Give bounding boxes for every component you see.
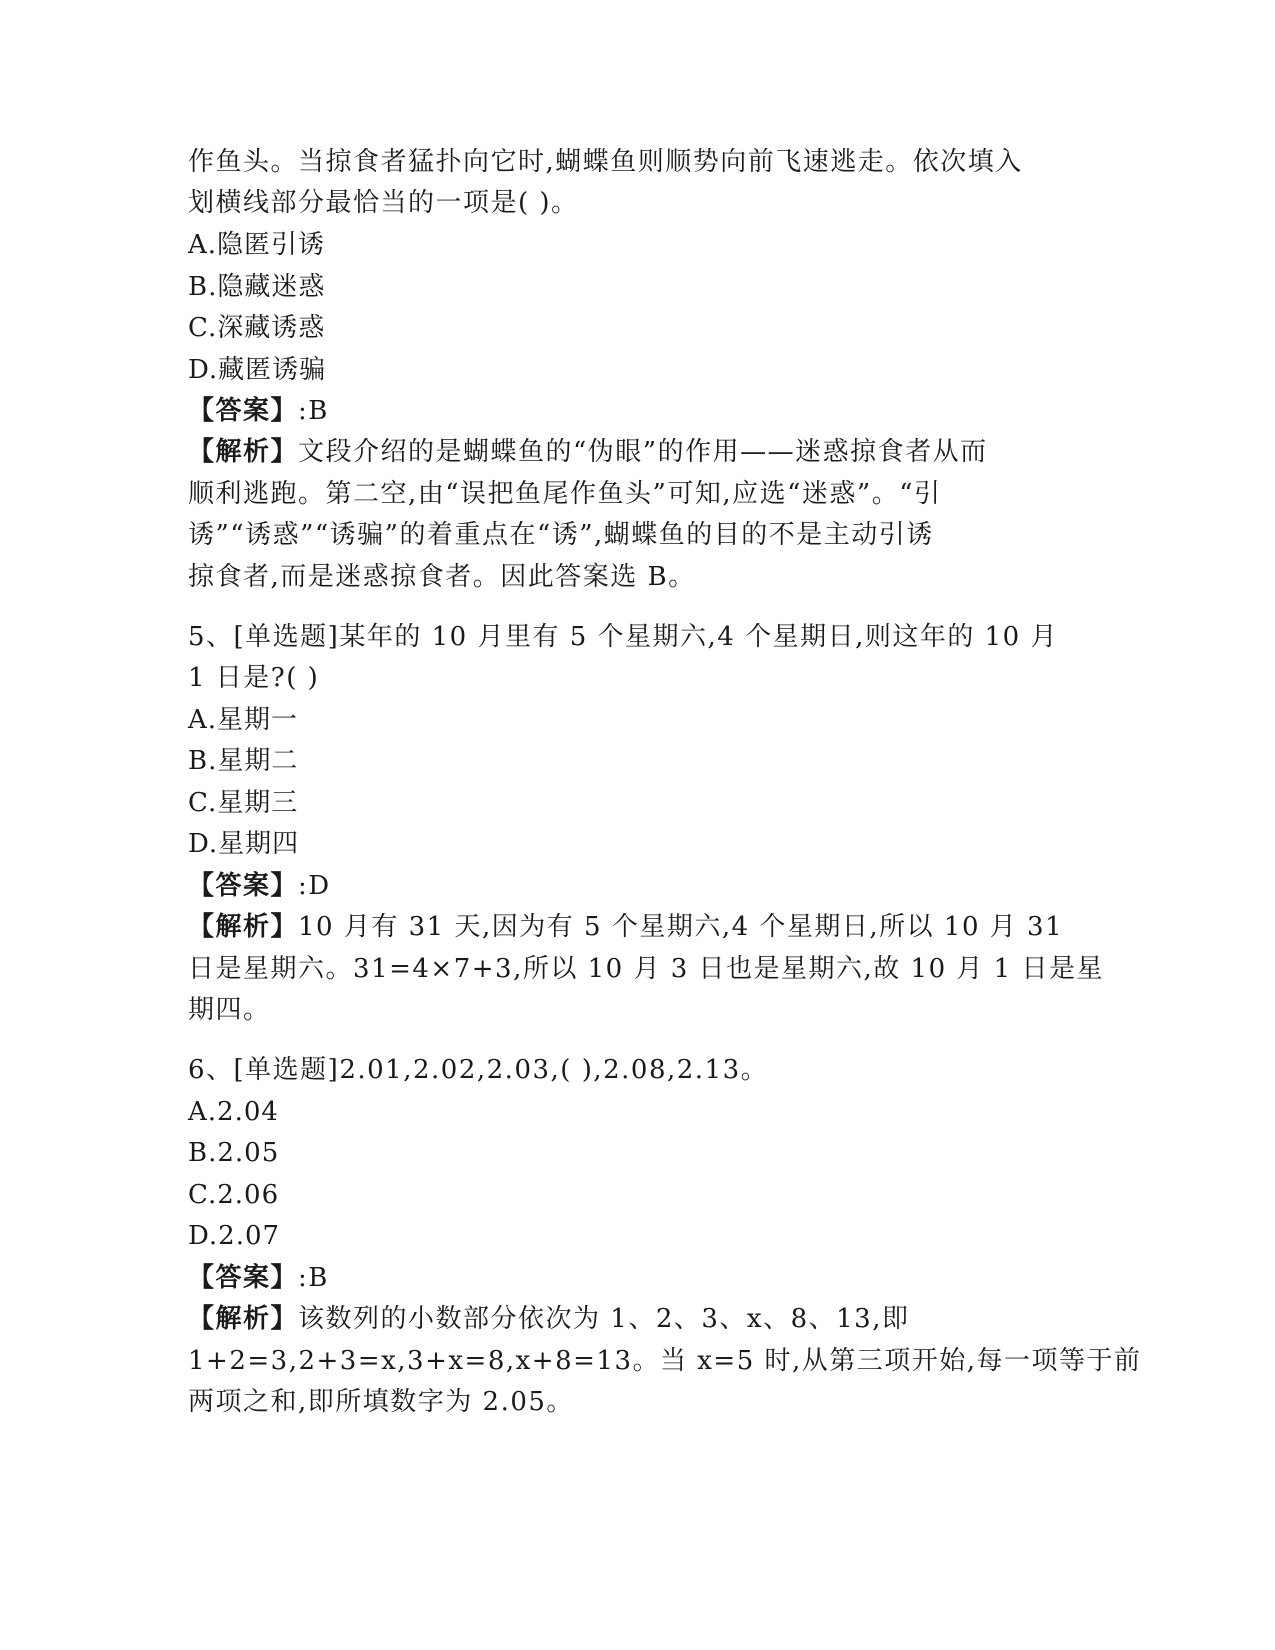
q4-option-d: D.藏匿诱骗 bbox=[188, 355, 327, 385]
q4-option-b: B.隐藏迷惑 bbox=[188, 272, 326, 302]
q5-answer-value: :D bbox=[298, 871, 331, 901]
q4-explanation-line-1 bbox=[188, 435, 988, 469]
q5-stem-line-1: 5、[单选题]某年的 10 月里有 5 个星期六,4 个星期日,则这年的 10 月 bbox=[188, 622, 1058, 652]
q6-answer-value: :B bbox=[298, 1263, 329, 1293]
q6-explanation-line-3: 两项之和,即所填数字为 2.05。 bbox=[188, 1387, 574, 1417]
q6-explanation-line-2: 1+2=3,2+3=x,3+x=8,x+8=13。当 x=5 时,从第三项开始,每一项等于前 bbox=[188, 1346, 1142, 1376]
q4-explanation-line-3: 诱”“诱惑”“诱骗”的着重点在“诱”,蝴蝶鱼的目的不是主动引诱 bbox=[188, 520, 934, 550]
q4-explanation-line-2: 顺利逃跑。第二空,由“误把鱼尾作鱼头”可知,应选“迷惑”。“引 bbox=[188, 479, 942, 509]
q6-answer bbox=[188, 1261, 329, 1295]
q4-answer-label: 【答案】 bbox=[188, 396, 299, 426]
q5-option-a: A.星期一 bbox=[188, 705, 299, 735]
q5-explanation-line-3: 期四。 bbox=[188, 995, 271, 1025]
q5-explanation-line-2: 日是星期六。31=4×7+3,所以 10 月 3 日也是星期六,故 10 月 1 日是星 bbox=[188, 954, 1104, 984]
q5-option-c: C.星期三 bbox=[188, 788, 299, 818]
q6-option-d: D.2.07 bbox=[188, 1221, 281, 1251]
q5-answer-label: 【答案】 bbox=[188, 871, 299, 901]
q4-option-a: A.隐匿引诱 bbox=[188, 230, 326, 260]
q6-option-b: B.2.05 bbox=[188, 1138, 280, 1168]
q5-answer bbox=[188, 869, 331, 903]
q4-stem-line-2: 划横线部分最恰当的一项是( )。 bbox=[188, 188, 579, 218]
q5-option-b: B.星期二 bbox=[188, 746, 299, 776]
q6-explanation-text-1: 该数列的小数部分依次为 1、2、3、x、8、13,即 bbox=[298, 1304, 910, 1334]
q4-option-c: C.深藏诱惑 bbox=[188, 313, 326, 343]
q5-explanation-text-1: 10 月有 31 天,因为有 5 个星期六,4 个星期日,所以 10 月 31 bbox=[298, 912, 1064, 942]
q5-explanation-label: 【解析】 bbox=[188, 912, 299, 942]
q4-explanation-line-4: 掠食者,而是迷惑掠食者。因此答案选 B。 bbox=[188, 562, 696, 592]
q6-stem-line-1: 6、[单选题]2.01,2.02,2.03,( ),2.08,2.13。 bbox=[188, 1055, 769, 1085]
q6-option-c: C.2.06 bbox=[188, 1180, 280, 1210]
q4-stem-line-1: 作鱼头。当掠食者猛扑向它时,蝴蝶鱼则顺势向前飞速逃走。依次填入 bbox=[188, 147, 1023, 177]
q6-explanation-label: 【解析】 bbox=[188, 1304, 299, 1334]
q5-stem-line-2: 1 日是?( ) bbox=[188, 663, 320, 693]
q6-explanation-line-1 bbox=[188, 1302, 909, 1336]
q5-option-d: D.星期四 bbox=[188, 829, 300, 859]
q5-explanation-line-1 bbox=[188, 910, 1063, 944]
q6-option-a: A.2.04 bbox=[188, 1097, 279, 1127]
q4-explanation-text-1: 文段介绍的是蝴蝶鱼的“伪眼”的作用——迷惑掠食者从而 bbox=[298, 437, 988, 467]
q4-answer-value: :B bbox=[298, 396, 329, 426]
q6-answer-label: 【答案】 bbox=[188, 1263, 299, 1293]
q4-explanation-label: 【解析】 bbox=[188, 437, 299, 467]
q4-answer bbox=[188, 394, 329, 428]
